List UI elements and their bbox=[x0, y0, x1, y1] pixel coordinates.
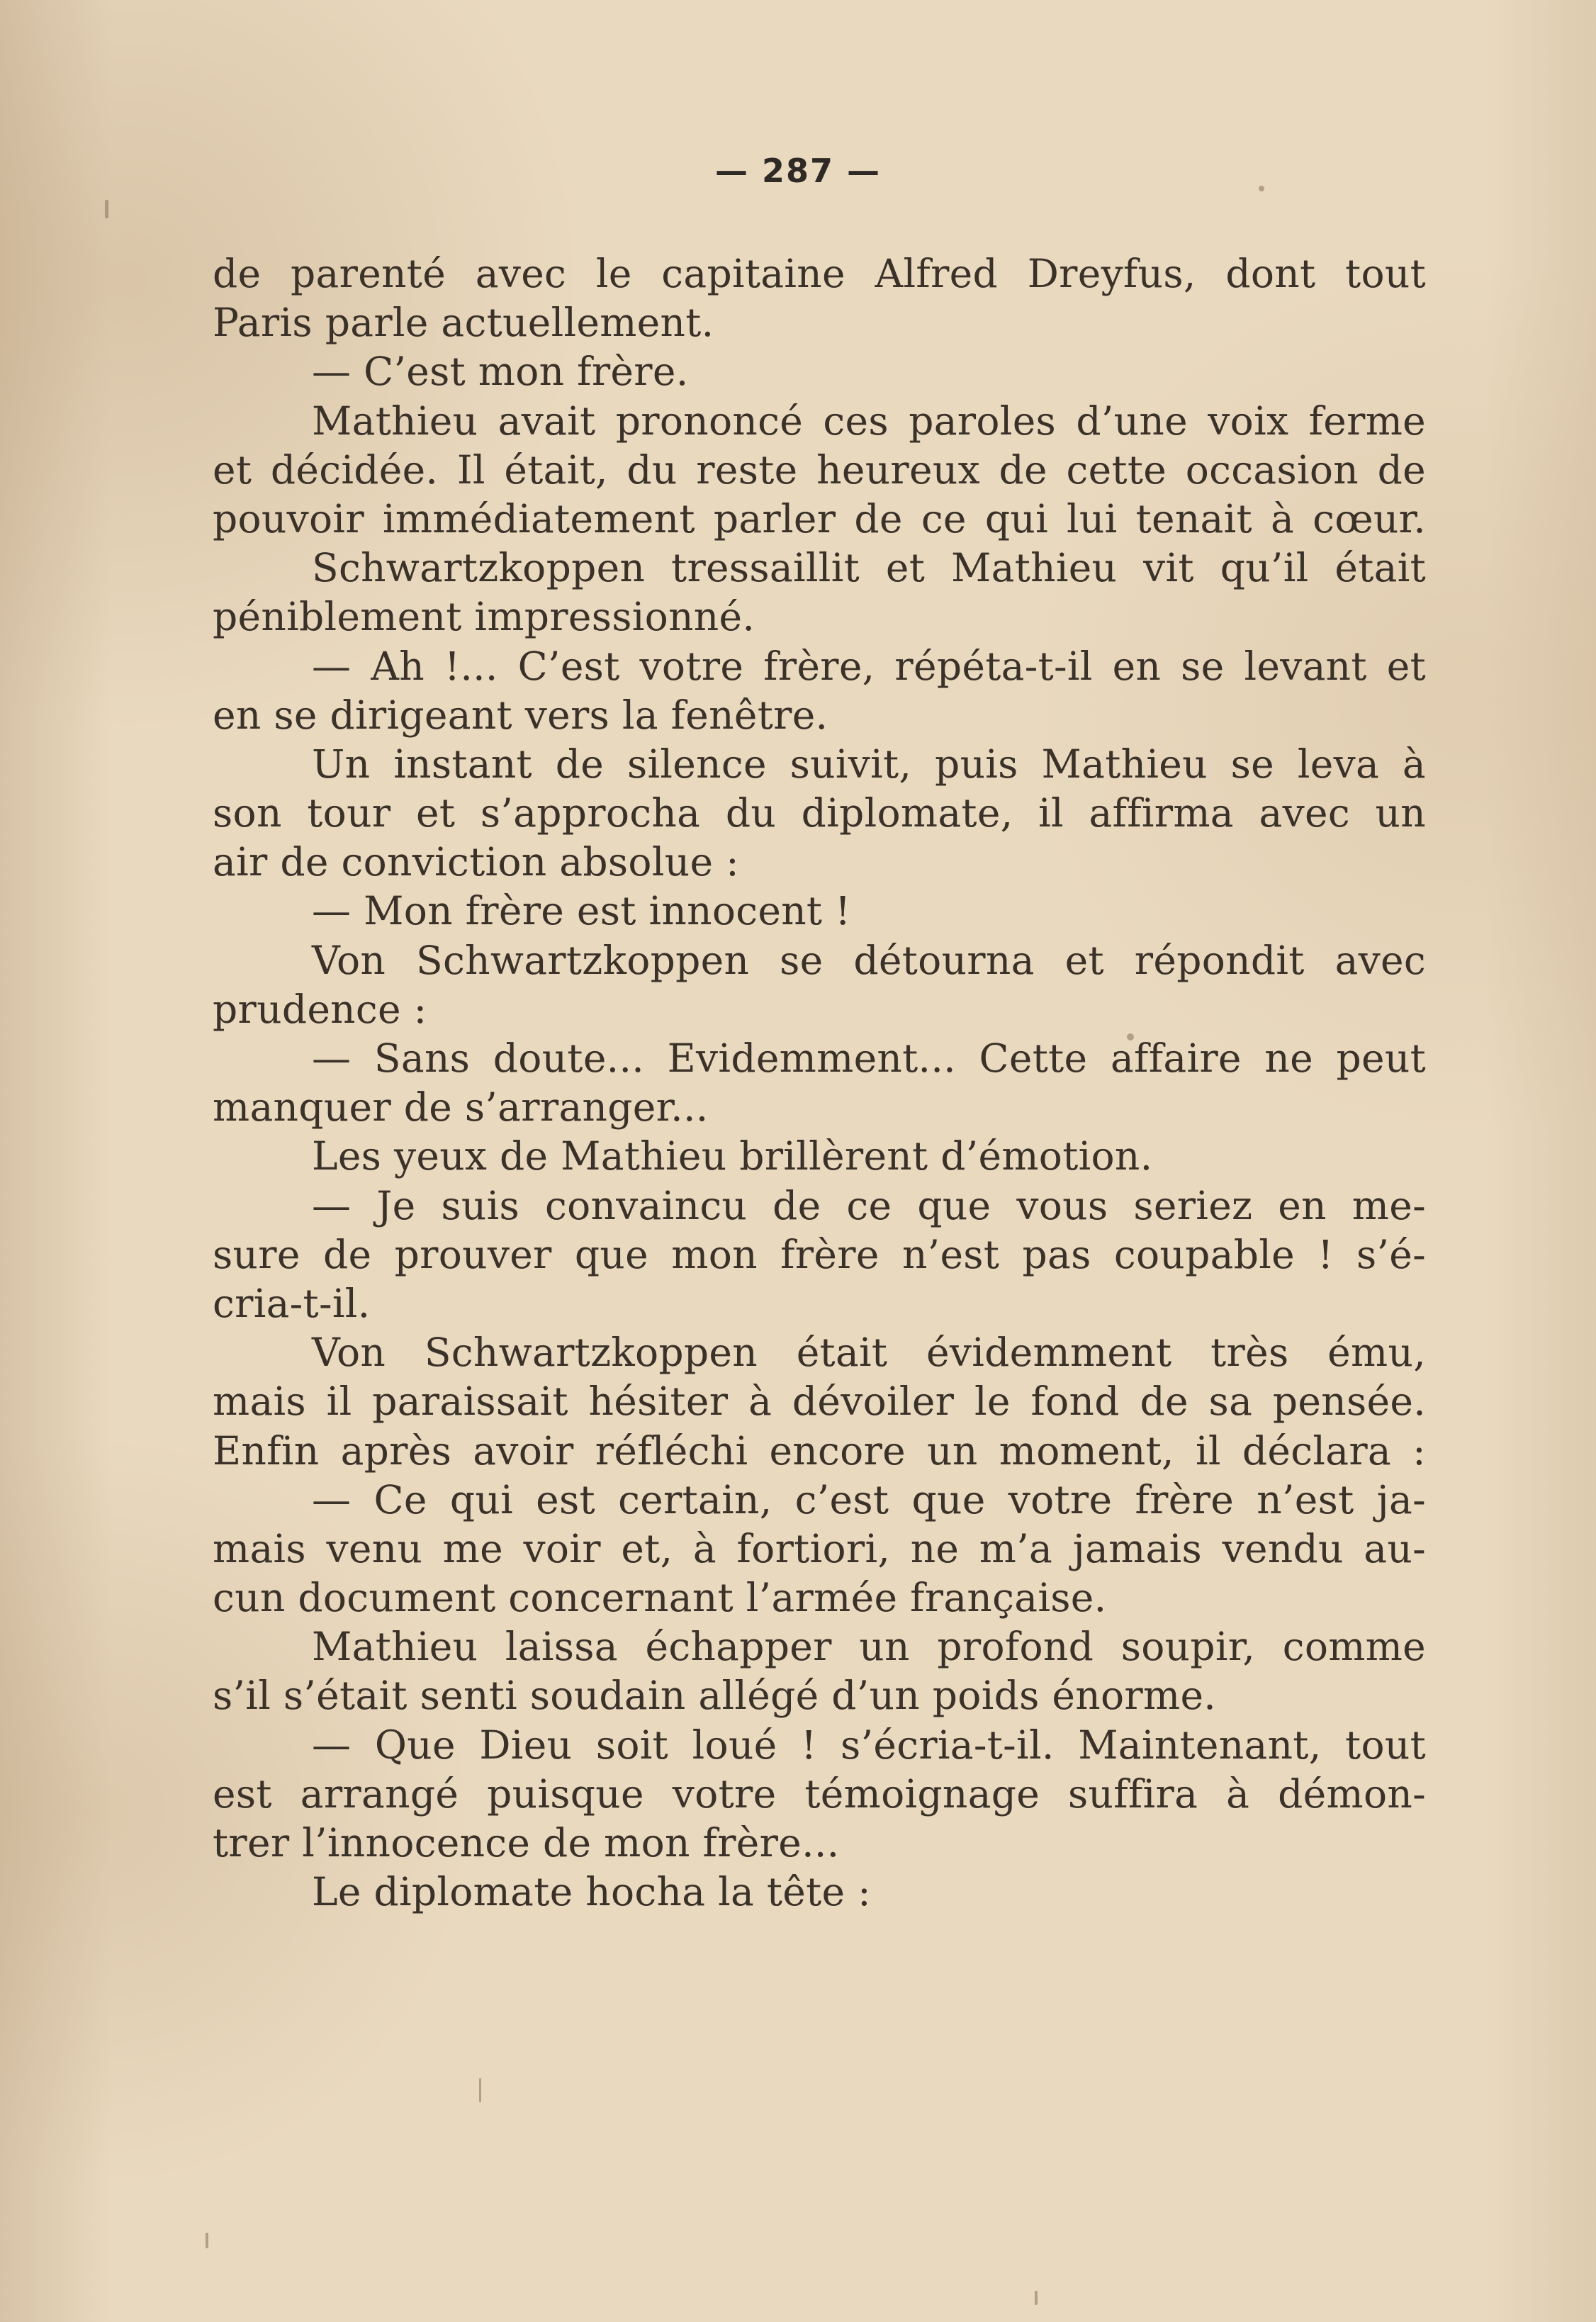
body-text bbox=[213, 249, 1426, 1917]
text-line: — Mon frère est innocent ! bbox=[312, 888, 851, 934]
text-line: sure de prouver que mon frère n’est pas coupable ! s’é- bbox=[213, 1231, 1426, 1277]
paper-speck bbox=[206, 2233, 208, 2248]
text-line: Von Schwartzkoppen se détourna et répondit avec bbox=[312, 937, 1426, 983]
text-line: — Ah !... C’est votre frère, répéta-t-il en se levant et bbox=[312, 643, 1426, 689]
text-line: Un instant de silence suivit, puis Mathieu se leva à bbox=[312, 741, 1426, 787]
paper-speck bbox=[105, 200, 108, 218]
text-line: cun document concernant l’armée française. bbox=[213, 1575, 1107, 1621]
text-line: s’il s’était senti soudain allégé d’un poids énorme. bbox=[213, 1673, 1217, 1719]
text-line: trer l’innocence de mon frère... bbox=[213, 1820, 840, 1866]
text-line: Mathieu avait prononcé ces paroles d’une voix ferme bbox=[312, 398, 1426, 444]
text-line: et décidée. Il était, du reste heureux de cette occasion de bbox=[213, 447, 1426, 493]
text-line: prudence : bbox=[213, 986, 427, 1032]
text-line: — C’est mon frère. bbox=[312, 349, 689, 395]
text-line: manquer de s’arranger... bbox=[213, 1084, 709, 1131]
text-line: Enfin après avoir réfléchi encore un moment, il déclara : bbox=[213, 1428, 1426, 1474]
text-line: est arrangé puisque votre témoignage suffira à démon- bbox=[213, 1771, 1426, 1817]
text-line: Les yeux de Mathieu brillèrent d’émotion. bbox=[312, 1133, 1153, 1179]
text-line: pouvoir immédiatement parler de ce qui lui tenait à cœur. bbox=[213, 495, 1426, 542]
text-line: péniblement impressionné. bbox=[213, 594, 755, 640]
text-line: mais il paraissait hésiter à dévoiler le fond de sa pensée. bbox=[213, 1379, 1426, 1425]
text-line: Schwartzkoppen tressaillit et Mathieu vit qu’il était bbox=[312, 545, 1426, 591]
text-line: cria-t-il. bbox=[213, 1280, 371, 1326]
text-line: Mathieu laissa échapper un profond soupir, comme bbox=[312, 1624, 1426, 1670]
text-line: en se dirigeant vers la fenêtre. bbox=[213, 692, 828, 738]
text-line: — Que Dieu soit loué ! s’écria-t-il. Maintenant, tout bbox=[312, 1722, 1426, 1768]
text-line: — Je suis convaincu de ce que vous seriez en me- bbox=[312, 1182, 1426, 1228]
text-line: Le diplomate hocha la tête : bbox=[312, 1869, 871, 1915]
text-line: air de conviction absolue : bbox=[213, 839, 739, 885]
text-line: — Sans doute... Evidemment... Cette affaire ne peut bbox=[312, 1036, 1426, 1081]
page-number: — 287 — bbox=[714, 152, 882, 190]
text-line: de parenté avec le capitaine Alfred Dreyfus, dont tout bbox=[213, 251, 1426, 296]
text-line: mais venu me voir et, à fortiori, ne m’a jamais vendu au- bbox=[213, 1525, 1426, 1571]
text-line: — Ce qui est certain, c’est que votre frère n’est ja- bbox=[312, 1476, 1426, 1522]
text-line: Von Schwartzkoppen était évidemment très ému, bbox=[312, 1330, 1426, 1376]
paper-speck bbox=[479, 2078, 481, 2102]
paper-speck bbox=[1035, 2291, 1038, 2305]
text-line: Paris parle actuellement. bbox=[213, 300, 714, 346]
text-line: son tour et s’approcha du diplomate, il affirma avec un bbox=[213, 790, 1426, 836]
